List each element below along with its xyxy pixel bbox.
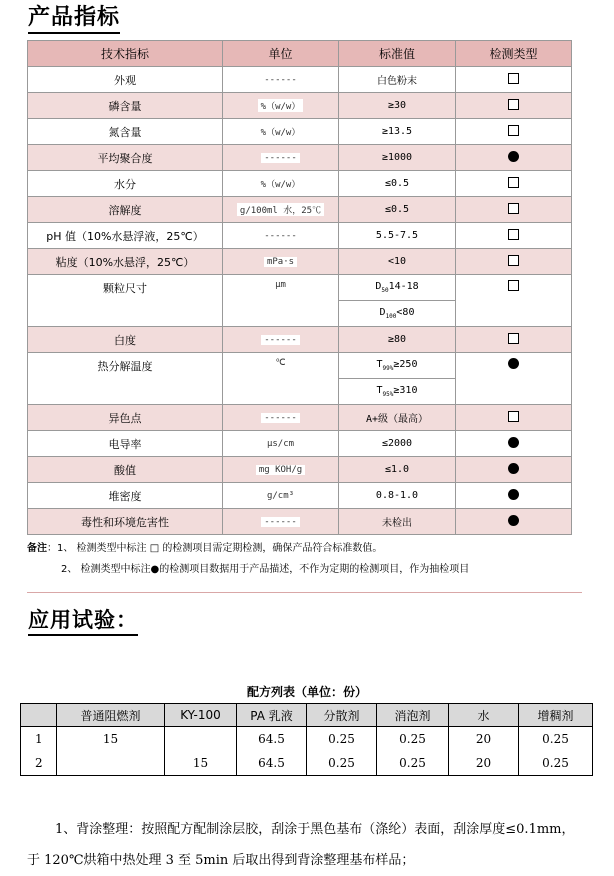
formula-caption: 配方列表（单位：份）: [246, 685, 367, 699]
unit-text: ------: [261, 413, 300, 423]
filled-circle-icon: [508, 151, 519, 162]
unit-cell: [223, 327, 339, 353]
unit-cell: [223, 93, 339, 119]
empty-square-icon: [508, 177, 519, 188]
formula-row: [21, 727, 593, 752]
indicator-cell: 酸值: [28, 457, 223, 483]
table-row: [28, 223, 572, 249]
check-type-cell: [456, 327, 572, 353]
formula-header-cell: KY-100: [165, 704, 237, 727]
standard-cell: ≤2000: [339, 431, 456, 457]
empty-square-icon: [508, 203, 519, 214]
standard-cell: $T_{95\%}\ge 310$: [339, 379, 456, 405]
unit-text: ------: [264, 74, 297, 85]
standard-cell: $T_{99\%}\ge 250$: [339, 353, 456, 379]
unit-cell: [223, 223, 339, 249]
formula-header-cell: 水: [449, 704, 519, 727]
check-type-cell: [456, 275, 572, 327]
indicator-cell: 氮含量: [28, 119, 223, 145]
check-type-cell: [456, 171, 572, 197]
header-check-type: 检测类型: [456, 41, 572, 67]
check-type-cell: [456, 509, 572, 535]
unit-text: %（w/w）: [260, 180, 301, 190]
unit-cell: ℃: [223, 353, 339, 405]
formula-cell: 1: [21, 727, 57, 752]
standard-cell: ≤1.0: [339, 457, 456, 483]
spec-header-row: [28, 41, 572, 67]
check-type-cell: [456, 145, 572, 171]
indicator-cell: 异色点: [28, 405, 223, 431]
check-type-cell: [456, 93, 572, 119]
check-type-cell: [456, 483, 572, 509]
indicator-cell: 热分解温度: [28, 353, 223, 405]
table-row: [28, 405, 572, 431]
standard-cell: <10: [339, 249, 456, 275]
formula-header-cell: [21, 704, 57, 727]
check-type-cell: [456, 405, 572, 431]
formula-header-cell: 消泡剂: [377, 704, 449, 727]
table-row: [28, 483, 572, 509]
filled-circle-icon: [508, 358, 519, 369]
table-row: [28, 119, 572, 145]
standard-cell: $D_{50}14-18$: [339, 275, 456, 301]
unit-text: %（w/w）: [258, 99, 304, 112]
unit-text: ------: [261, 153, 300, 163]
check-type-cell: [456, 67, 572, 93]
header-standard: 标准值: [339, 41, 456, 67]
unit-cell: [223, 249, 339, 275]
indicator-cell: 白度: [28, 327, 223, 353]
table-row: [28, 93, 572, 119]
indicator-cell: 磷含量: [28, 93, 223, 119]
unit-cell: [223, 509, 339, 535]
unit-cell: [223, 171, 339, 197]
unit-cell: [223, 119, 339, 145]
check-type-cell: [456, 197, 572, 223]
formula-table: [20, 703, 593, 776]
standard-cell: ≤0.5: [339, 171, 456, 197]
table-row: [28, 249, 572, 275]
unit-cell: μm: [223, 275, 339, 327]
section-title-application: 应用试验：: [28, 606, 138, 636]
formula-cell: 15: [165, 751, 237, 776]
formula-cell: 64.5: [237, 727, 307, 752]
notes-label: 备注: [27, 543, 47, 554]
formula-cell: 0.25: [519, 751, 593, 776]
empty-square-icon: [508, 99, 519, 110]
formula-cell: 2: [21, 751, 57, 776]
check-type-cell: [456, 223, 572, 249]
formula-cell: 0.25: [377, 751, 449, 776]
indicator-cell: 水分: [28, 171, 223, 197]
indicator-cell: 电导率: [28, 431, 223, 457]
check-type-cell: [456, 353, 572, 405]
formula-header-cell: 分散剂: [307, 704, 377, 727]
formula-header-cell: 增稠剂: [519, 704, 593, 727]
indicator-cell: 外观: [28, 67, 223, 93]
unit-text: mPa·s: [264, 257, 297, 267]
table-row: [28, 67, 572, 93]
section-title-product-spec: 产品指标: [28, 4, 120, 34]
indicator-cell: 堆密度: [28, 483, 223, 509]
section-divider: [27, 592, 582, 593]
filled-circle-icon: [508, 437, 519, 448]
table-row: [28, 353, 572, 379]
check-type-cell: [456, 249, 572, 275]
standard-cell: 白色粉末: [339, 67, 456, 93]
formula-row: [21, 751, 593, 776]
formula-cell: 0.25: [519, 727, 593, 752]
empty-square-icon: [508, 333, 519, 344]
standard-cell: ≤0.5: [339, 197, 456, 223]
formula-cell: 20: [449, 727, 519, 752]
unit-text: ------: [261, 335, 300, 345]
note-line-1: ：1、 检测类型中标注 □ 的检测项目需定期检测，确保产品符合标准数值。: [47, 543, 383, 554]
unit-cell: [223, 483, 339, 509]
standard-cell: 0.8-1.0: [339, 483, 456, 509]
formula-header-row: [21, 704, 593, 727]
unit-cell: [223, 431, 339, 457]
table-row: [28, 327, 572, 353]
table-row: [28, 145, 572, 171]
formula-cell: [57, 751, 165, 776]
formula-cell: [165, 727, 237, 752]
spec-table: [27, 40, 572, 535]
empty-square-icon: [508, 229, 519, 240]
unit-text: μs/cm: [266, 438, 295, 449]
unit-cell: [223, 405, 339, 431]
standard-cell: ≥13.5: [339, 119, 456, 145]
formula-header-cell: PA 乳液: [237, 704, 307, 727]
standard-cell: ≥30: [339, 93, 456, 119]
standard-cell: 5.5-7.5: [339, 223, 456, 249]
unit-text: mg KOH/g: [256, 465, 305, 475]
unit-cell: [223, 457, 339, 483]
check-type-cell: [456, 431, 572, 457]
unit-cell: [223, 145, 339, 171]
filled-circle-icon: [508, 489, 519, 500]
table-row: [28, 457, 572, 483]
empty-square-icon: [508, 73, 519, 84]
unit-text: g/100ml 水，25℃: [237, 203, 324, 216]
formula-cell: 20: [449, 751, 519, 776]
table-row: [28, 171, 572, 197]
indicator-cell: 平均聚合度: [28, 145, 223, 171]
formula-cell: 15: [57, 727, 165, 752]
table-row: [28, 275, 572, 301]
empty-square-icon: [508, 125, 519, 136]
formula-cell: 0.25: [307, 727, 377, 752]
standard-cell: 未检出: [339, 509, 456, 535]
unit-text: ------: [264, 230, 297, 241]
empty-square-icon: [508, 280, 519, 291]
unit-text: g/cm³: [266, 490, 295, 501]
unit-cell: [223, 67, 339, 93]
check-type-cell: [456, 457, 572, 483]
standard-cell: ≥80: [339, 327, 456, 353]
empty-square-icon: [508, 255, 519, 266]
indicator-cell: 毒性和环境危害性: [28, 509, 223, 535]
formula-cell: 0.25: [377, 727, 449, 752]
indicator-cell: pH 值（10%水悬浮液，25℃）: [28, 223, 223, 249]
header-unit: 单位: [223, 41, 339, 67]
filled-circle-icon: [508, 515, 519, 526]
unit-cell: [223, 197, 339, 223]
header-indicator: 技术指标: [28, 41, 223, 67]
formula-cell: 64.5: [237, 751, 307, 776]
notes: [27, 538, 469, 580]
indicator-cell: 溶解度: [28, 197, 223, 223]
standard-cell: $D_{100}<80$: [339, 301, 456, 327]
standard-cell: A+级（最高）: [339, 405, 456, 431]
check-type-cell: [456, 119, 572, 145]
filled-circle-icon: [508, 463, 519, 474]
table-row: [28, 509, 572, 535]
note-line-2: 2、 检测类型中标注●的检测项目数据用于产品描述，不作为定期的检测项目，作为抽检项目: [61, 564, 470, 575]
table-row: [28, 431, 572, 457]
paragraph-back-coating: 1、背涂整理：按照配方配制涂层胶，刮涂于黑色基布（涤纶）表面，刮涂厚度≤0.1mm，于 120℃烘箱中热处理 3 至 5min 后取出得到背涂整理基布样品；: [27, 822, 575, 868]
indicator-cell: 粘度（10%水悬浮，25℃）: [28, 249, 223, 275]
standard-cell: ≥1000: [339, 145, 456, 171]
unit-text: ------: [261, 517, 300, 527]
table-row: [28, 197, 572, 223]
empty-square-icon: [508, 411, 519, 422]
indicator-cell: 颗粒尺寸: [28, 275, 223, 327]
formula-cell: 0.25: [307, 751, 377, 776]
formula-header-cell: 普通阻燃剂: [57, 704, 165, 727]
unit-text: %（w/w）: [260, 128, 301, 138]
